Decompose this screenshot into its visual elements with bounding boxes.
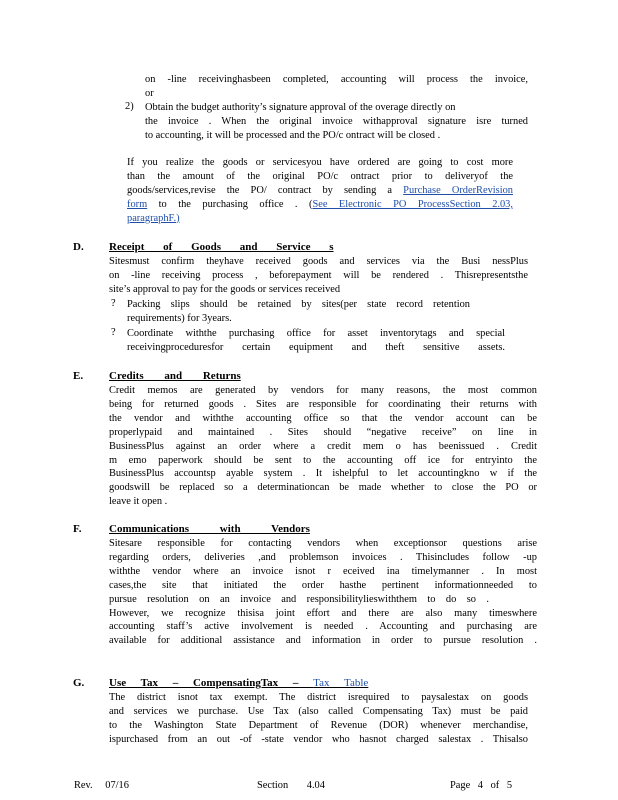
text-line: site’s approval to pay for the goods or services received bbox=[109, 283, 341, 295]
text-line bbox=[127, 198, 513, 212]
text-line: The district isnot tax exempt. The district isrequired to paysalestax on goods bbox=[109, 692, 528, 703]
text-line: BusinessPlus accountsp ayable system . It ishelpful to let accountingkno w if the bbox=[109, 468, 537, 480]
text-line: properlypaid and maintained . Sites should “negative receive” on line in bbox=[109, 426, 537, 438]
text-line: cases,the site that initiated the order hasthe pertinent informationneeded to bbox=[109, 579, 537, 591]
text-line: However, we recognize thisisa joint effort and there are also many timeswhere bbox=[109, 607, 537, 619]
text-line: pursue resolution on an invoice and responsibilitylieswiththem to do so . bbox=[109, 593, 489, 605]
section-g-letter: G. bbox=[73, 677, 85, 689]
section-d-bullet-1 bbox=[127, 298, 470, 326]
section-e-body bbox=[109, 384, 537, 509]
footer-revision: Rev. 07/16 bbox=[74, 780, 129, 791]
text-line: regarding orders, deliveries ,and problemson invoices . Thisincludes follow -up bbox=[109, 551, 537, 563]
text-line: on -line receivinghasbeen completed, accounting will process the invoice, bbox=[145, 74, 528, 85]
text-line: goodswill be replaced so a determinationcan be made whether to close the PO or bbox=[109, 482, 537, 494]
section-e-letter: E. bbox=[73, 370, 84, 382]
bullet-mark: ? bbox=[111, 298, 116, 309]
purchase-order-revision-link[interactable]: Purchase OrderRevision bbox=[403, 184, 513, 196]
text-line: available for additional assistance and information in order to pursue resolution . bbox=[109, 635, 537, 647]
list-number: 2) bbox=[125, 101, 134, 112]
section-d-body bbox=[109, 255, 528, 297]
text-line: Packing slips should be retained by sites(per state record retention bbox=[127, 299, 470, 310]
text-line: on -line receiving process , beforepayment will be rendered . Thisrepresentsthe bbox=[109, 269, 528, 281]
section-d-letter: D. bbox=[73, 241, 84, 253]
footer-section: Section 4.04 bbox=[257, 780, 325, 791]
text-line: requirements) for 3years. bbox=[127, 312, 232, 324]
text-line: to the Washington State Department of Revenue (DOR) whenever merchandise, bbox=[109, 719, 528, 731]
text-line: Credit memos are generated by vendors for many reasons, the most common bbox=[109, 385, 537, 396]
text-line: withthe vendor where an invoice isnot r eceived ina timelymanner . In most bbox=[109, 565, 537, 577]
section-g-title bbox=[109, 677, 368, 689]
text-line: Sitesare responsible for contacting vendors when exceptionsor questions arise bbox=[109, 538, 537, 549]
section-d-title: Receipt of Goods and Service s bbox=[109, 241, 334, 253]
revision-paragraph bbox=[127, 156, 513, 226]
text-line: the vendor and withthe accounting office so that the vendor account can be bbox=[109, 412, 537, 424]
text-line bbox=[127, 212, 513, 226]
paragraph-f-link[interactable]: paragraphF.) bbox=[127, 212, 180, 224]
section-f-title: Communications with Vendors bbox=[109, 523, 310, 535]
text-line: ispurchased from an out -of -state vendor who hasnot charged salestax . Thisalso bbox=[109, 733, 528, 745]
section-e-title: Credits and Returns bbox=[109, 370, 241, 382]
text-run: goods/services,revise the PO/ contract by sending a bbox=[127, 184, 404, 196]
text-line: BusinessPlus against an order where a credit mem o has beenissued . Credit bbox=[109, 440, 537, 452]
text-line: the invoice . When the original invoice withapproval signature isre turned bbox=[145, 115, 528, 127]
text-run: to the purchasing office . ( bbox=[147, 198, 313, 210]
text-line: and services we purchase. Use Tax (also called Compensating Tax) must be paid bbox=[109, 705, 528, 717]
text-line: m emo paperwork should be sent to the accounting off ice for entryinto the bbox=[109, 454, 537, 466]
bullet-mark: ? bbox=[111, 327, 116, 338]
section-f-letter: F. bbox=[73, 523, 82, 535]
text-line bbox=[127, 184, 513, 198]
tax-table-link[interactable]: Tax Table bbox=[313, 677, 369, 689]
section-g-title-text: Use Tax – CompensatingTax – bbox=[109, 677, 314, 689]
intro-item2-text bbox=[145, 101, 528, 143]
text-line: than the amount of the original PO/c ontract prior to deliveryof the bbox=[127, 170, 513, 182]
text-line: or bbox=[145, 87, 154, 99]
text-line: Obtain the budget authority’s signature approval of the overage directly on bbox=[145, 102, 456, 113]
footer-page-number: Page 4 of 5 bbox=[450, 780, 513, 791]
text-line: leave it open . bbox=[109, 496, 168, 508]
text-line: to accounting, it will be processed and the PO/c ontract will be closed . bbox=[145, 129, 441, 141]
section-g-body bbox=[109, 691, 528, 747]
text-line: If you realize the goods or servicesyou have ordered are going to cost more bbox=[127, 157, 513, 168]
section-d-bullet-2 bbox=[127, 327, 505, 355]
text-line: receivingproceduresfor certain equipment and theft sensitive assets. bbox=[127, 341, 505, 353]
text-line: Coordinate withthe purchasing office for asset inventorytags and special bbox=[127, 328, 505, 339]
text-line: being for returned goods . Sites are responsible for coordinating their returns with bbox=[109, 398, 537, 410]
text-line: Sitesmust confirm theyhave received goods and services via the Busi nessPlus bbox=[109, 256, 528, 267]
intro-item1-text bbox=[145, 73, 528, 101]
section-f-body bbox=[109, 537, 537, 648]
purchase-order-revision-form-link[interactable]: form bbox=[127, 198, 148, 210]
electronic-po-process-link[interactable]: See Electronic PO ProcessSection 2.03, bbox=[312, 198, 513, 210]
text-line: accounting staff’s active involvement is needed . Accounting and purchasing are bbox=[109, 621, 537, 633]
